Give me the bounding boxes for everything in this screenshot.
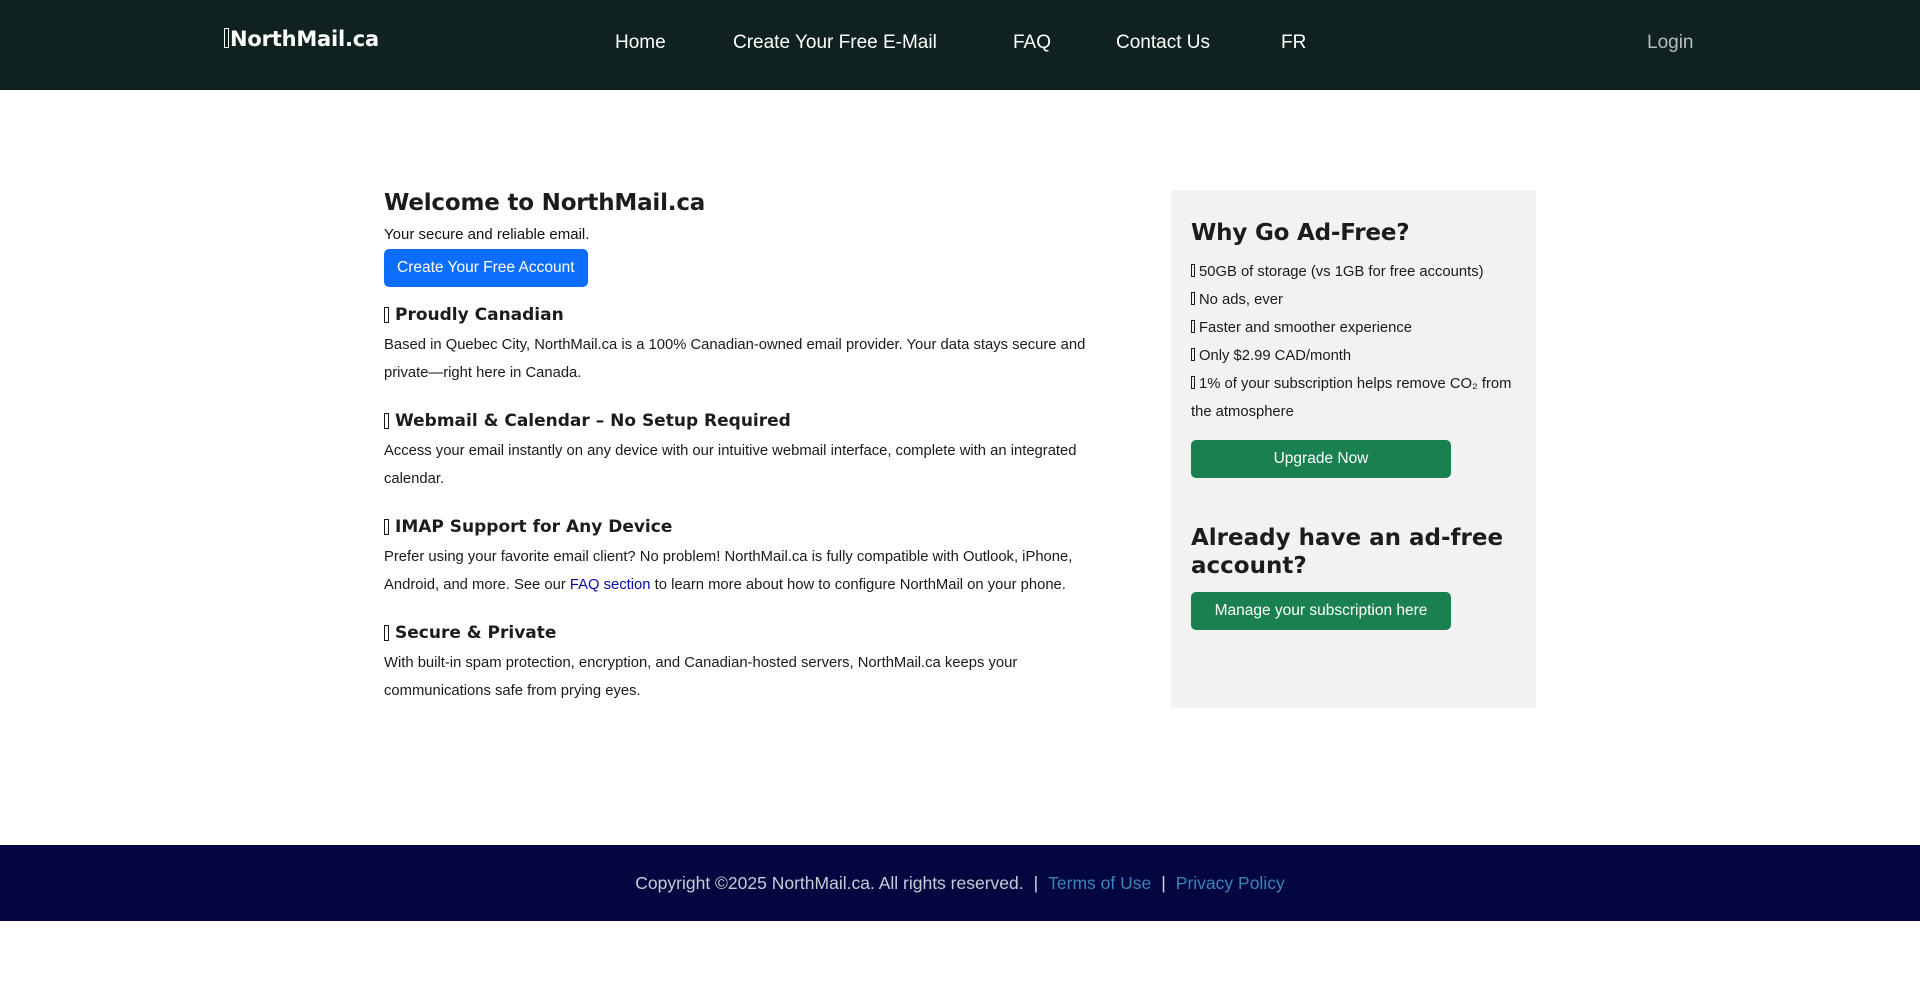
section-text: With built-in spam protection, encryption, and Canadian-hosted servers, NorthMail.ca keeps your communications safe from prying eyes. [384,655,1018,699]
footer-separator: | [1161,872,1166,893]
check-icon [1191,292,1195,305]
benefit-item [1191,286,1516,314]
section-text: Based in Quebec City, NorthMail.ca is a 100% Canadian-owned email provider. Your data stays secure and private—right here in Canada. [384,337,1086,381]
ad-free-sidebar [1171,190,1536,708]
check-icon [1191,348,1195,361]
section-title: IMAP Support for Any Device [395,517,673,537]
benefit-text: Faster and smoother experience [1199,320,1413,336]
brand-name: NorthMail.ca [230,27,380,51]
feature-section-webmail [384,411,1114,493]
top-navbar [0,0,1920,90]
benefit-text: No ads, ever [1199,292,1283,308]
lock-icon [384,625,389,641]
main-content [384,190,1114,705]
copyright-text: Copyright ©2025 NorthMail.ca. All rights reserved. [635,872,1024,893]
maple-leaf-icon [384,307,389,323]
section-text: Access your email instantly on any device with our intuitive webmail interface, complete with an integrated calendar. [384,443,1077,487]
section-text [384,543,1114,599]
footer [0,845,1920,921]
benefit-item [1191,370,1516,426]
manage-subscription-button[interactable]: Manage your subscription here [1191,592,1451,630]
benefit-text: Only $2.99 CAD/month [1199,348,1352,364]
leaf-icon [1191,376,1195,389]
nav-language-fr[interactable]: FR [1281,32,1307,53]
feature-section-secure [384,623,1114,705]
tagline: Your secure and reliable email. [384,226,590,243]
terms-of-use-link[interactable]: Terms of Use [1048,872,1152,893]
section-text-part: Prefer using your favorite email client? No problem! NorthMail.ca is fully compatible with Outlook, iPhone, Android, and more. See our [384,549,1073,593]
faq-section-link[interactable]: FAQ section [569,577,651,593]
section-title: Webmail & Calendar – No Setup Required [395,411,791,431]
footer-separator: | [1033,872,1039,893]
logo-icon [224,28,229,48]
benefit-item [1191,258,1516,286]
login-link[interactable]: Login [1647,32,1694,53]
phone-icon [384,519,389,535]
sidebar-title: Why Go Ad-Free? [1191,220,1410,246]
nav-contact-us[interactable]: Contact Us [1116,32,1210,53]
create-account-button[interactable]: Create Your Free Account [384,249,588,287]
benefit-text: 50GB of storage (vs 1GB for free accounts) [1199,264,1484,280]
privacy-policy-link[interactable]: Privacy Policy [1175,872,1285,893]
feature-section-canadian [384,305,1114,387]
benefits-list [1191,258,1516,426]
section-title: Secure & Private [395,623,557,643]
page-title: Welcome to NorthMail.ca [384,190,706,216]
feature-section-imap [384,517,1114,599]
benefit-text: 1% of your subscription helps remove CO₂ from the atmosphere [1191,376,1512,420]
already-ad-free-title: Already have an ad-free account? [1191,525,1504,579]
upgrade-now-button[interactable]: Upgrade Now [1191,440,1451,478]
section-title: Proudly Canadian [395,305,564,325]
nav-create-email[interactable]: Create Your Free E-Mail [733,32,937,53]
nav-home[interactable]: Home [615,32,666,53]
benefit-item [1191,314,1516,342]
check-icon [1191,264,1195,277]
brand-logo[interactable] [224,27,379,51]
nav-faq[interactable]: FAQ [1013,32,1052,53]
section-text-part: to learn more about how to configure NorthMail on your phone. [650,577,1066,593]
benefit-item [1191,342,1516,370]
check-icon [1191,320,1195,333]
calendar-icon [384,413,389,429]
